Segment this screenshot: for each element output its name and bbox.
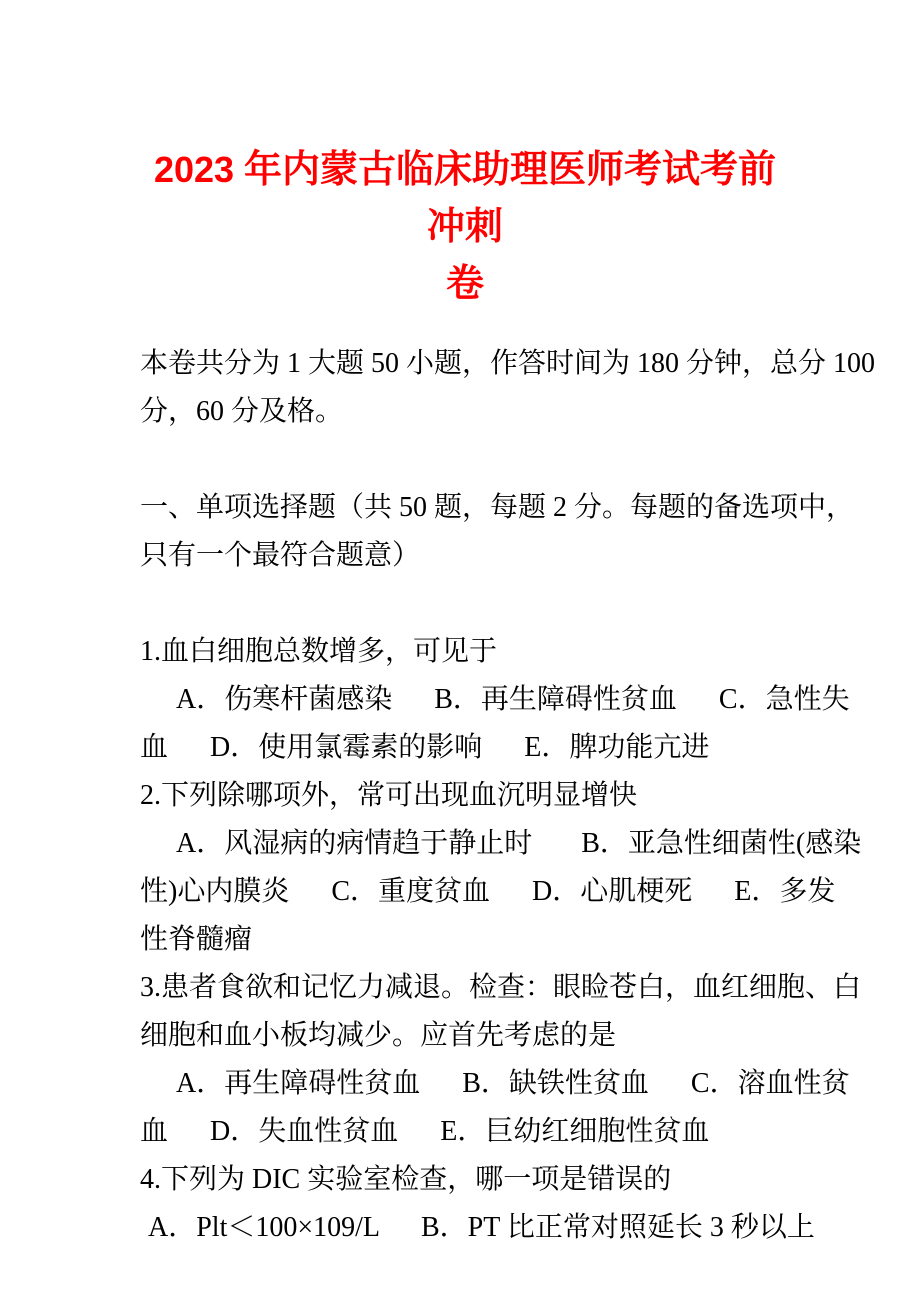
question-2-stem-line: 2.下列除哪项外，常可出现血沉明显增快 [140,780,638,811]
blank-line [140,436,790,484]
title-text: 年内蒙古临床助理医师考试考前冲刺 [244,149,777,248]
question-1-options-continuation: 血 D．使用氯霉素的影响 E．脾功能亢进 [140,732,710,763]
blank-line [140,580,790,628]
title-year: 2023 [153,149,235,190]
question-1-options-line: A．伤寒杆菌感染 B．再生障碍性贫血 C．急性失 [176,684,850,715]
title-line-2: 卷 [445,263,484,305]
question-3-stem-line: 3.患者食欲和记忆力减退。检查：眼睑苍白，血红细胞、白 [140,972,862,1003]
section-heading-line-1: 一、单项选择题（共 50 题，每题 2 分。每题的备选项中， [140,492,855,523]
question-3-stem-continuation: 细胞和血小板均减少。应首先考虑的是 [140,1020,617,1051]
question-3-options-line: A．再生障碍性贫血 B．缺铁性贫血 C．溶血性贫 [176,1068,850,1099]
section-heading-line-2: 只有一个最符合题意） [140,540,421,571]
document-body [0,340,920,1252]
intro-line-2: 分，60 分及格。 [140,396,344,427]
intro-line-1: 本卷共分为 1 大题 50 小题，作答时间为 180 分钟，总分 100 [140,348,876,379]
question-2-options-line: A．风湿病的病情趋于静止时 B．亚急性细菌性(感染 [176,828,862,859]
question-4-stem-line: 4.下列为 DIC 实验室检查，哪一项是错误的 [140,1164,672,1195]
question-3-options-continuation: 血 D．失血性贫血 E．巨幼红细胞性贫血 [140,1116,710,1147]
document-title [140,141,790,313]
question-2-options-continuation-2: 性脊髓瘤 [140,924,253,955]
question-1-stem-line: 1.血白细胞总数增多，可见于 [140,636,498,667]
title-line-1 [140,141,790,256]
question-4-options-line: A．Plt＜100×109/L B．PT 比正常对照延长 3 秒以上 [148,1212,815,1243]
question-2-options-continuation: 性)心内膜炎 C．重度贫血 D．心肌梗死 E．多发 [140,876,836,907]
